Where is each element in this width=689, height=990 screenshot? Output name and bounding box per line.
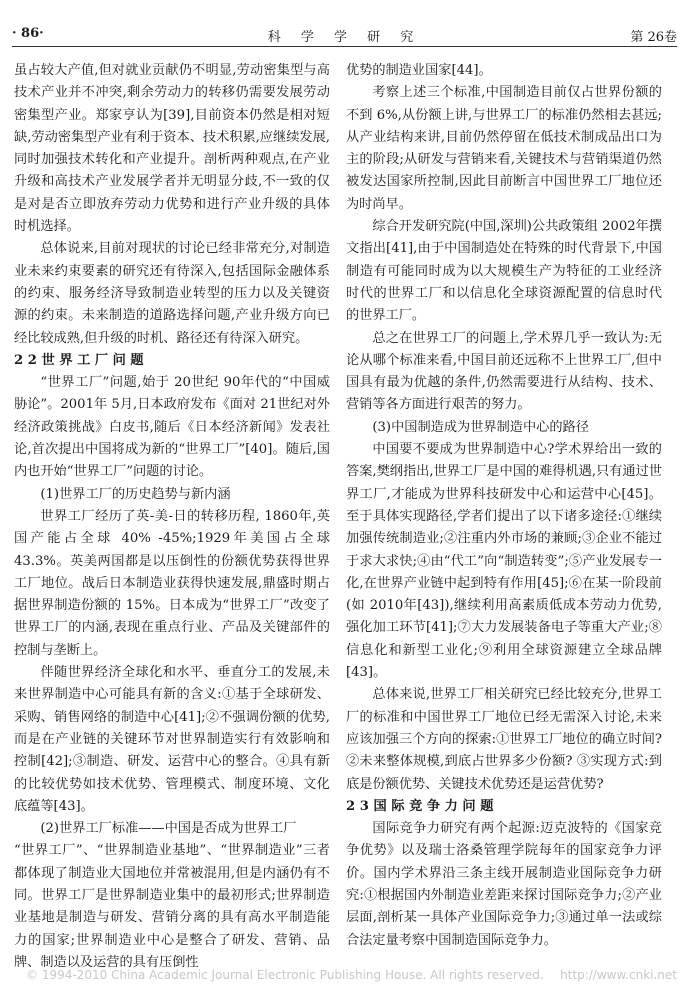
page-number: · 86·: [12, 26, 44, 41]
paragraph: 总之在世界工厂的问题上,学术界几乎一致认为:无论从哪个标准来看,中国目前还远称不上世界工厂,但中国具有最为优越的条件,仍然需要进行从结构、技术、营销等各方面进行艰苦的努力。: [346, 330, 662, 413]
paragraph: 优势的制造业国家[44]。: [346, 63, 492, 78]
paragraph: “世界工厂”问题,始于 20世纪 90年代的“中国威胁论”。2001年 5月,日本政府发布《面对 21世纪对外经济政策挑战》白皮书,随后《日本经济新闻》发表社论,首次提出中国将成为新的“世界工厂”[40]。随后,国内也开始“世界工厂”问题的讨论。: [14, 375, 330, 480]
paragraph: 总体说来,目前对现状的讨论已经非常充分,对制造业未来约束要素的研究还有待深入,包括国际金融体系的约束、服务经济导致制造业转型的压力以及关键资源的约束。未来制造的道路选择问题,产业升级方向已经比较成熟,但升级的时机、路径还有待深入研究。: [14, 241, 330, 346]
right-column: [346, 60, 662, 952]
left-column: [14, 60, 330, 974]
copyright-notice: © 1994-2010 China Academic Journal Electronic Publishing House. All rights reserved.: [26, 968, 544, 982]
paragraph: 考察上述三个标准,中国制造目前仅占世界份额的不到 6%,从份额上讲,与世界工厂的标准仍然相去甚远;从产业结构来讲,目前仍然停留在低技术制成品出口为主的阶段;从研发与营销来看,关键技术与营销渠道仍然被发达国家所控制,因此目前断言中国世界工厂地位还为时尚早。: [346, 85, 662, 212]
paragraph: 国际竞争力研究有两个起源:迈克波特的《国家竞争优势》以及瑞士洛桑管理学院每年的国家竞争力评价。国内学术界沿三条主线开展制造业国际竞争力研究:①根据国内外制造业差距来探讨国际竞争力;②产业层面,剖析某一具体产业国际竞争力;③通过单一法或综合法定量考察中国制造国际竞争力。: [346, 821, 662, 948]
volume-label: 第 26卷: [630, 30, 677, 45]
section-heading: 2 2 世 界 工 厂 问 题: [14, 352, 144, 368]
paragraph: 总体来说,世界工厂相关研究已经比较充分,世界工厂的标准和中国世界工厂地位已经无需深入讨论,未来应该加强三个方向的探索:①世界工厂地位的确立时间? ②未来整体规模,到底占世界多少份额? ③实现方式:到底是份额优势、关键技术优势还是运营优势?: [346, 687, 662, 792]
paragraph: (3)中国制造成为世界制造中心的路径: [372, 419, 589, 435]
paragraph: (2)世界工厂标准——中国是否成为世界工厂: [40, 821, 297, 837]
page-header: [12, 20, 677, 47]
paragraph: 世界工厂经历了英-美-日的转移历程, 1860年,英国产能占全球 40% -45%;1929年美国占全球 43.3%。英美两国都是以压倒性的份额优势获得世界工厂地位。战后日本制造业获得快速发展,鼎盛时期占据世界制造份额的 15%。日本成为“世界工厂”改变了世界工厂的内涵,表现在重点行业、产品及关键部件的控制与垄断上。: [14, 508, 330, 658]
paragraph: 伴随世界经济全球化和水平、垂直分工的发展,未来世界制造中心可能具有新的含义:①基于全球研发、采购、销售网络的制造中心[41];②不强调份额的优势,而是在产业链的关键环节对世界制造实行有效影响和控制[42];③制造、研发、运营中心的整合。④具有新的比较优势如技术优势、管理模式、制度环境、文化底蕴等[43]。: [14, 665, 330, 814]
journal-title: 科 学 学 研 究: [267, 30, 422, 45]
paragraph: 综合开发研究院(中国,深圳)公共政策组 2002年撰文指出[41],由于中国制造处在特殊的时代背景下,中国制造有可能同时成为以大规模生产为特征的工业经济时代的世界工厂和以信息化全球资源配置的信息时代的世界工厂。: [346, 219, 662, 324]
paragraph: 中国要不要成为世界制造中心?学术界给出一致的答案,樊纲指出,世界工厂是中国的难得机遇,只有通过世界工厂,才能成为世界科技研发中心和运营中心[45]。至于具体实现路径,学者们提出了以下诸多途径:①继续加强传统制造业;②注重内外市场的兼顾;③企业不能过于求大求快;④由“代工”向“制造转变”;⑤产业发展专一化,在世界产业链中起到特有作用[45];⑥在某一阶段前(如 2010年[43]),继续利用高素质低成本劳动力优势,强化加工环节[41];⑦大力发展装备电子等重大产业;⑧信息化和新型工业化;⑨利用全球资源建立全球品牌[43]。: [346, 442, 662, 681]
paragraph: 虽占较大产值,但对就业贡献仍不明显,劳动密集型与高技术产业并不冲突,剩余劳动力的转移仍需要发展劳动密集型产业。郑家亨认为[39],目前资本仍然是相对短缺,劳动密集型产业有利于资本、技术积累,应继续发展,同时加强技术转化和产业提升。剖析两种观点,在产业升级和高技术产业发展学者并无明显分歧,不一致的仅是对是否立即放弃劳动力优势和进行产业升级的具体时机选择。: [14, 63, 330, 235]
section-heading: 2 3 国 际 竞 争 力 问 题: [346, 798, 494, 814]
source-url: http://www.cnki.net: [560, 968, 677, 982]
paragraph: (1)世界工厂的历史趋势与新内涵: [40, 486, 231, 502]
paragraph: “世界工厂”、“世界制造业基地”、“世界制造业”三者都体现了制造业大国地位并常被混用,但是内涵仍有不同。世界工厂是世界制造业集中的最初形式;世界制造业基地是制造与研发、营销分离的具有高水平制造能力的国家;世界制造业中心是整合了研发、营销、品牌、制造以及运营的具有压倒性: [14, 843, 330, 970]
